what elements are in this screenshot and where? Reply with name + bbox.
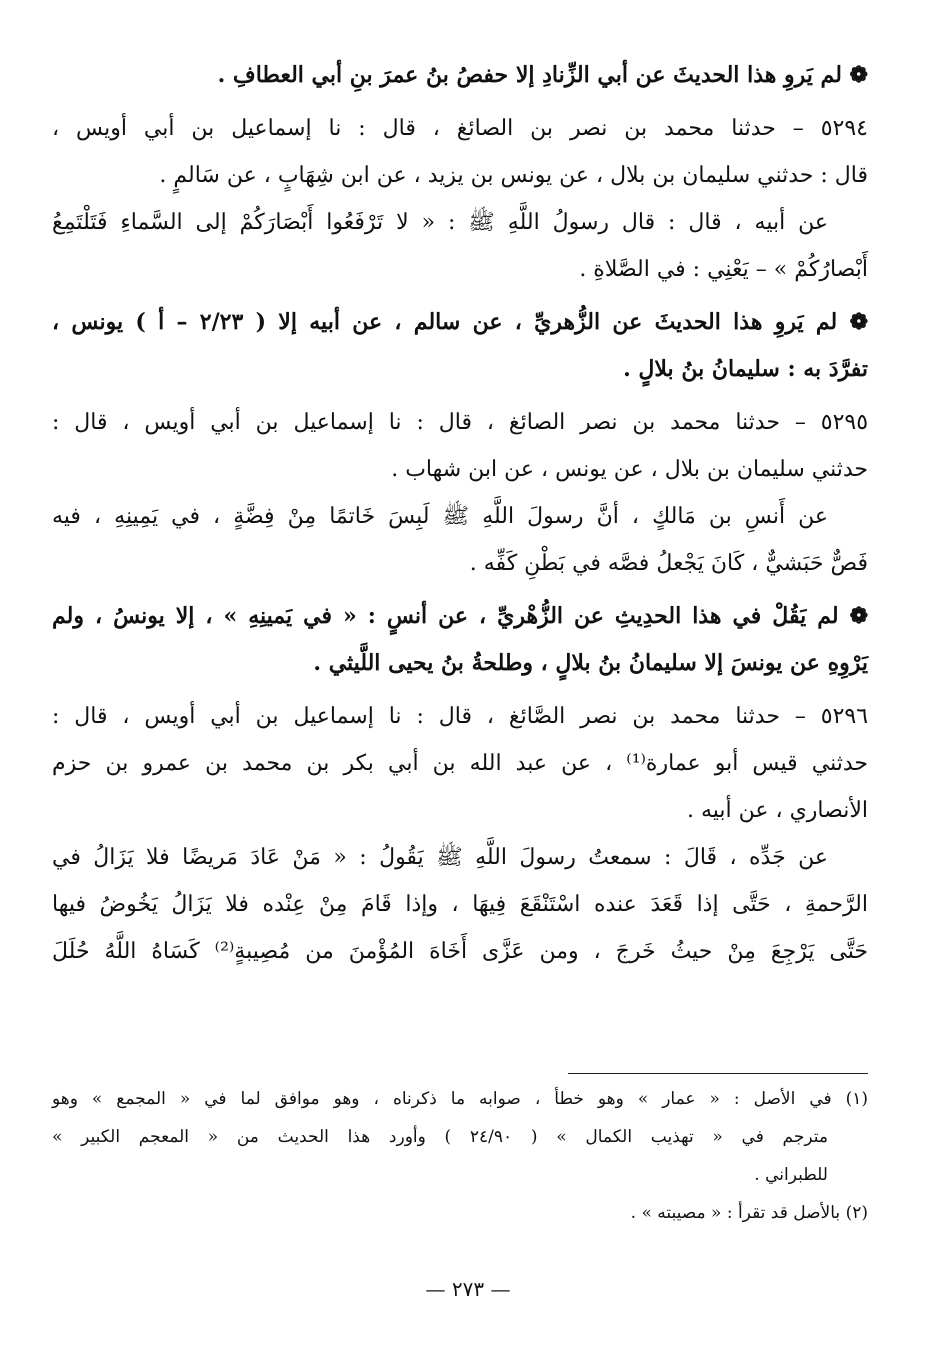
hadith-line: أَبْصارُكُمْ » – يَعْنِي : في الصَّلاةِ . bbox=[579, 257, 868, 282]
commentary-line: تفرَّدَ به : سليمانُ بنُ بلالٍ . bbox=[623, 356, 868, 382]
hadith-line: عن جَدِّه ، قَالَ : سمعتُ رسولَ اللَّهِ ﷺ يَقُولُ : « مَنْ عَادَ مَريضًا فلا يَزَالُ في bbox=[52, 845, 828, 870]
page-number: — ٢٧٣ — bbox=[425, 1277, 511, 1301]
hadith-line: الرَّحمةِ ، حَتَّى إذا قَعَدَ عنده اسْتَنْقَعَ فِيهَا ، وإذا قَامَ مِنْ عِنْده فلا يَزَالُ يَخُوضُ فيها bbox=[52, 892, 868, 917]
hadith-line: حَتَّى يَرْجِعَ مِنْ حيثُ خَرجَ ، ومن عَزَّى أَخَاهَ المُؤْمنَ من مُصِيبةٍ⁽²⁾ كَسَاهُ اللَّهُ حُلَلَ bbox=[52, 939, 868, 964]
footnote-line: (١) في الأصل : « عمار » وهو خطأ ، صوابه ما ذكرناه ، وهو موافق لما في « المجمع » وهو bbox=[52, 1089, 868, 1109]
footnote-line: للطبراني . bbox=[754, 1165, 828, 1185]
hadith-line: عن أَنسِ بن مَالكٍ ، أنَّ رسولَ اللَّهِ ﷺ لَبِسَ خَاتمًا مِنْ فِضَّةٍ ، في يَمِينِهِ ، فيه bbox=[52, 504, 828, 529]
commentary-line: ❁ لم يَروِ هذا الحديثَ عن الزُّهريِّ ، عن سالم ، عن أبيه إلا ( ٢/٢٣ – أ ) يونس ، bbox=[52, 309, 868, 335]
commentary-line: يَرْوِهِ عن يونسَ إلا سليمانُ بنُ بلالٍ ، وطلحةُ بنُ يحيى اللَّيثي . bbox=[313, 650, 868, 676]
hadith-line: الأنصاري ، عن أبيه . bbox=[686, 798, 868, 823]
hadith-line: حدثني قيس أبو عمارة⁽¹⁾ ، عن عبد الله بن أبي بكر بن محمد بن عمرو بن حزم bbox=[52, 751, 868, 776]
hadith-line: حدثني سليمان بن بلال ، عن يونس ، عن ابن شهاب . bbox=[391, 457, 868, 482]
hadith-line: عن أبيه ، قال : قال رسولُ اللَّهِ ﷺ : « لا تَرْفَعُوا أَبْصَارَكُمْ إلى السَّماءِ فَتَلْتَمِعُ bbox=[52, 210, 828, 235]
hadith-line: ٥٢٩٦ – حدثنا محمد بن نصر الصَّائغ ، قال : نا إسماعيل بن أبي أويس ، قال : bbox=[52, 704, 869, 729]
hadith-line: ٥٢٩٥ – حدثنا محمد بن نصر الصائغ ، قال : نا إسماعيل بن أبي أويس ، قال : bbox=[52, 410, 869, 435]
commentary-line: ❁ لم يَروِ هذا الحديثَ عن أبي الزِّنادِ إلا حفصُ بنُ عمرَ بنِ أبي العطافِ . bbox=[217, 62, 868, 88]
footnote-list bbox=[52, 1080, 868, 1232]
footnote-line: مترجم في « تهذيب الكمال » ( ٢٤/٩٠ ) وأورد هذا الحديث من « المعجم الكبير » bbox=[52, 1127, 828, 1147]
footnote-line: (٢) بالأصل قد تقرأ : « مصيبته » . bbox=[630, 1203, 868, 1223]
commentary-line: ❁ لم يَقُلْ في هذا الحدِيثِ عن الزُّهْريِّ ، عن أنسٍ : « في يَمينِهِ » ، إلا يونسُ ، ولم bbox=[52, 603, 868, 629]
body-text bbox=[52, 52, 868, 975]
hadith-line: قال : حدثني سليمان بن بلال ، عن يونس بن يزيد ، عن ابن شِهَابٍ ، عن سَالمٍ . bbox=[159, 163, 868, 188]
footnotes bbox=[52, 1073, 868, 1232]
hadith-line: فَصٌّ حَبَشيٌّ ، كَانَ يَجْعلُ فصَّه في بَطْنِ كَفِّه . bbox=[469, 551, 868, 576]
footnote-separator bbox=[568, 1073, 868, 1074]
hadith-line: ٥٢٩٤ – حدثنا محمد بن نصر بن الصائغ ، قال : نا إسماعيل بن أبي أويس ، bbox=[52, 116, 868, 141]
